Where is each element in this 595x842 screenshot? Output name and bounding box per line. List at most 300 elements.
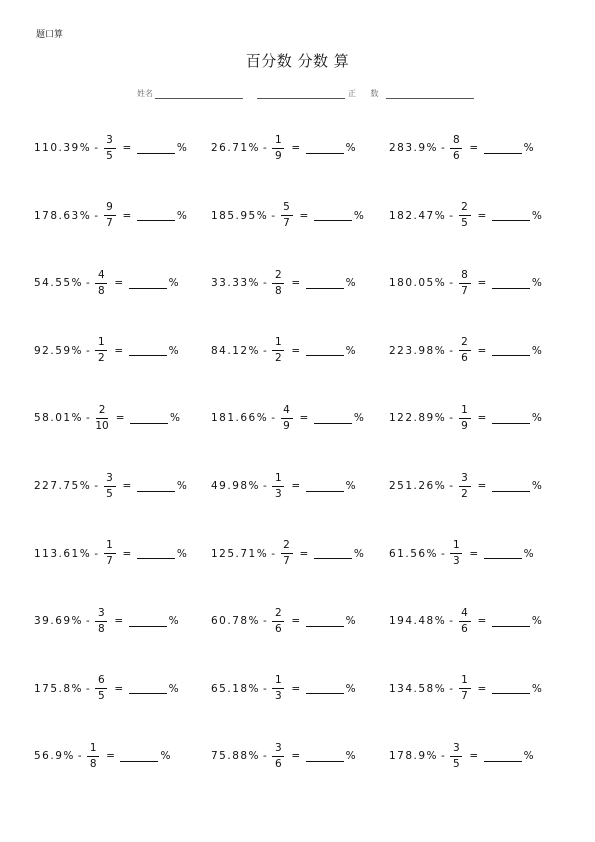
fraction (272, 269, 284, 298)
fraction-bar (459, 215, 471, 216)
fraction-bar (96, 418, 108, 419)
equals-sign: = (299, 209, 310, 222)
percent-unit: % (531, 615, 544, 628)
fraction-bar (272, 688, 284, 689)
answer-blank[interactable] (129, 345, 167, 356)
fraction-numerator: 2 (275, 268, 282, 281)
fraction-denominator: 7 (461, 284, 468, 297)
percent-value: 113.61% (34, 547, 92, 560)
fraction-denominator: 6 (275, 757, 282, 770)
name-field (137, 88, 243, 99)
problem-item (34, 466, 188, 506)
fraction-bar (95, 621, 107, 622)
minus-sign: - (263, 142, 269, 154)
minus-sign: - (449, 344, 455, 357)
fraction-numerator: 1 (461, 403, 468, 416)
fraction-denominator: 2 (275, 352, 282, 365)
fraction (87, 742, 99, 771)
fraction-denominator: 2 (461, 487, 468, 500)
equals-sign: = (469, 750, 480, 763)
percent-value: 84.12% (211, 344, 261, 357)
equals-sign: = (106, 750, 117, 763)
fraction (459, 472, 471, 501)
answer-blank[interactable] (306, 143, 344, 154)
percent-unit: % (176, 142, 189, 154)
fraction (95, 336, 107, 365)
answer-blank[interactable] (484, 143, 522, 154)
problem-item (389, 534, 535, 574)
fraction (272, 674, 284, 703)
problem-item (389, 263, 543, 303)
minus-sign: - (271, 209, 277, 222)
percent-unit: % (345, 750, 358, 763)
minus-sign: - (86, 615, 92, 628)
minus-sign: - (94, 547, 100, 560)
fraction-denominator: 3 (275, 487, 282, 500)
fraction-numerator: 2 (461, 201, 468, 214)
fraction-denominator: 7 (283, 555, 290, 568)
equals-sign: = (122, 209, 133, 222)
fraction (450, 134, 462, 163)
fraction-bar (459, 486, 471, 487)
score-field (257, 88, 474, 99)
answer-blank[interactable] (129, 683, 167, 694)
percent-value: 185.95% (211, 209, 269, 222)
fraction-denominator: 7 (461, 690, 468, 703)
fraction (459, 404, 471, 433)
percent-value: 227.75% (34, 480, 92, 492)
fraction-bar (104, 148, 116, 149)
answer-blank[interactable] (484, 548, 522, 559)
fraction-denominator: 9 (461, 419, 468, 432)
fraction (450, 742, 462, 771)
minus-sign: - (263, 480, 269, 492)
fraction (281, 201, 293, 230)
percent-unit: % (353, 209, 366, 222)
problem-item (211, 398, 365, 438)
percent-value: 26.71% (211, 142, 261, 154)
minus-sign: - (263, 277, 269, 290)
minus-sign: - (86, 344, 92, 357)
fraction-denominator: 8 (89, 757, 97, 770)
minus-sign: - (263, 682, 269, 695)
percent-unit: % (523, 142, 536, 154)
problem-item (34, 128, 188, 168)
percent-value: 61.56% (389, 547, 439, 560)
percent-unit: % (345, 344, 358, 357)
answer-blank[interactable] (492, 616, 530, 627)
equals-sign: = (477, 209, 488, 222)
percent-unit: % (531, 412, 544, 425)
percent-value: 39.69% (34, 615, 84, 628)
fraction-bar (272, 621, 284, 622)
fraction-denominator: 8 (98, 622, 105, 635)
fraction-numerator: 4 (461, 606, 468, 619)
minus-sign: - (86, 277, 92, 290)
fraction (459, 201, 471, 230)
fraction-numerator: 6 (98, 674, 105, 687)
fraction (272, 742, 284, 771)
percent-unit: % (353, 547, 366, 560)
percent-value: 178.63% (34, 209, 92, 222)
answer-blank[interactable] (306, 751, 344, 762)
equals-sign: = (114, 682, 125, 695)
answer-blank[interactable] (492, 278, 530, 289)
answer-blank[interactable] (306, 616, 344, 627)
answer-blank[interactable] (314, 548, 352, 559)
percent-value: 134.58% (389, 682, 447, 695)
percent-unit: % (531, 209, 544, 222)
score-pre-line (257, 89, 345, 99)
percent-unit: % (176, 547, 189, 560)
fraction-numerator: 5 (283, 201, 290, 214)
percent-unit: % (168, 344, 181, 357)
percent-value: 223.98% (389, 344, 447, 357)
problem-item (34, 398, 182, 438)
fraction-denominator: 5 (106, 149, 113, 162)
equals-sign: = (299, 412, 310, 425)
equals-sign: = (114, 615, 125, 628)
minus-sign: - (441, 547, 447, 560)
fraction (459, 336, 471, 365)
page-title: 百分数 分数 算 (245, 52, 350, 70)
fraction-bar (87, 756, 99, 757)
percent-unit: % (531, 344, 544, 357)
answer-blank[interactable] (306, 345, 344, 356)
fraction (95, 607, 107, 636)
equals-sign: = (114, 344, 125, 357)
problem-item (389, 736, 535, 776)
minus-sign: - (449, 277, 455, 290)
minus-sign: - (94, 142, 100, 154)
minus-sign: - (94, 209, 100, 222)
fraction-numerator: 1 (275, 133, 282, 146)
fraction-bar (104, 486, 116, 487)
fraction-numerator: 4 (98, 268, 105, 281)
fraction-bar (281, 418, 293, 419)
problem-item (211, 534, 365, 574)
fraction-numerator: 1 (275, 674, 282, 687)
percent-unit: % (345, 480, 358, 492)
percent-value: 54.55% (34, 277, 84, 290)
equals-sign: = (477, 277, 488, 290)
fraction-denominator: 8 (98, 284, 105, 297)
name-label: 姓名 (137, 89, 153, 98)
fraction-denominator: 6 (275, 622, 282, 635)
answer-blank[interactable] (137, 210, 175, 221)
fraction-bar (272, 756, 284, 757)
fraction-denominator: 3 (275, 690, 282, 703)
fraction-numerator: 1 (275, 471, 282, 484)
answer-blank[interactable] (306, 683, 344, 694)
equals-sign: = (469, 142, 480, 154)
equals-sign: = (291, 480, 302, 492)
fraction-bar (104, 553, 116, 554)
problem-item (211, 736, 357, 776)
fraction-bar (95, 688, 107, 689)
percent-value: 181.66% (211, 412, 269, 425)
problem-item (211, 263, 357, 303)
fraction-bar (450, 553, 462, 554)
minus-sign: - (449, 480, 455, 492)
fraction-numerator: 3 (275, 741, 282, 754)
percent-unit: % (176, 209, 189, 222)
fraction-numerator: 1 (453, 539, 460, 552)
fraction-denominator: 6 (453, 149, 460, 162)
percent-unit: % (531, 480, 544, 492)
minus-sign: - (441, 142, 447, 154)
problem-item (211, 669, 357, 709)
fraction-bar (459, 688, 471, 689)
equals-sign: = (291, 750, 302, 763)
fraction-numerator: 2 (275, 606, 282, 619)
minus-sign: - (86, 682, 92, 695)
problem-item (389, 669, 543, 709)
answer-blank[interactable] (130, 413, 168, 424)
fraction-numerator: 3 (106, 133, 113, 146)
percent-unit: % (160, 750, 172, 763)
percent-value: 56.9% (34, 750, 75, 763)
fraction-denominator: 5 (453, 757, 460, 770)
equals-sign: = (291, 615, 302, 628)
answer-blank[interactable] (120, 751, 158, 762)
percent-value: 75.88% (211, 750, 261, 763)
percent-value: 180.05% (389, 277, 447, 290)
minus-sign: - (94, 480, 100, 492)
fraction (95, 674, 107, 703)
problem-item (34, 736, 172, 776)
fraction-bar (95, 350, 107, 351)
fraction (272, 134, 284, 163)
fraction-denominator: 5 (98, 690, 105, 703)
percent-value: 125.71% (211, 547, 269, 560)
fraction-denominator: 9 (283, 419, 290, 432)
equals-sign: = (122, 142, 133, 154)
minus-sign: - (263, 344, 269, 357)
fraction-numerator: 3 (106, 471, 113, 484)
corner-tag: 题口算 (36, 30, 64, 40)
fraction-bar (450, 756, 462, 757)
percent-unit: % (523, 750, 536, 763)
answer-blank[interactable] (129, 616, 167, 627)
fraction (459, 674, 471, 703)
problem-item (389, 466, 543, 506)
fraction-numerator: 1 (98, 336, 105, 349)
fraction-bar (104, 215, 116, 216)
equals-sign: = (122, 547, 133, 560)
problem-item (389, 196, 543, 236)
percent-unit: % (170, 412, 182, 425)
fraction-denominator: 7 (106, 217, 113, 230)
fraction-denominator: 5 (461, 217, 468, 230)
fraction-numerator: 4 (283, 403, 290, 416)
minus-sign: - (263, 750, 269, 763)
answer-blank[interactable] (137, 481, 175, 492)
fraction (459, 607, 471, 636)
fraction (281, 404, 293, 433)
fraction-numerator: 1 (461, 674, 468, 687)
equals-sign: = (291, 142, 302, 154)
equals-sign: = (291, 277, 302, 290)
percent-unit: % (345, 277, 358, 290)
answer-blank[interactable] (137, 548, 175, 559)
fraction-denominator: 8 (275, 284, 282, 297)
equals-sign: = (291, 344, 302, 357)
fraction-bar (272, 486, 284, 487)
score-line (386, 89, 474, 99)
fraction (450, 539, 462, 568)
fraction (459, 269, 471, 298)
answer-blank[interactable] (492, 683, 530, 694)
answer-blank[interactable] (137, 143, 175, 154)
fraction (104, 472, 116, 501)
equals-sign: = (469, 547, 480, 560)
fraction-bar (450, 148, 462, 149)
problem-item (34, 534, 188, 574)
minus-sign: - (449, 615, 455, 628)
percent-value: 33.33% (211, 277, 261, 290)
problem-item (34, 331, 180, 371)
percent-value: 175.8% (34, 682, 84, 695)
fraction-bar (459, 283, 471, 284)
fraction-denominator: 9 (275, 149, 282, 162)
problem-item (34, 601, 180, 641)
problem-item (34, 263, 180, 303)
fraction (272, 607, 284, 636)
problem-item (389, 128, 535, 168)
minus-sign: - (86, 412, 92, 425)
fraction-denominator: 7 (283, 217, 290, 230)
problem-item (389, 601, 543, 641)
problem-item (211, 128, 357, 168)
problem-item (389, 398, 543, 438)
answer-blank[interactable] (314, 413, 352, 424)
fraction-bar (459, 350, 471, 351)
minus-sign: - (271, 412, 277, 425)
minus-sign: - (441, 750, 447, 763)
answer-blank[interactable] (492, 481, 530, 492)
fraction-bar (95, 283, 107, 284)
fraction-numerator: 3 (98, 606, 105, 619)
equals-sign: = (291, 682, 302, 695)
answer-blank[interactable] (492, 345, 530, 356)
fraction-denominator: 5 (106, 487, 113, 500)
fraction-bar (281, 215, 293, 216)
fraction-numerator: 1 (275, 336, 282, 349)
problem-item (389, 331, 543, 371)
fraction-denominator: 6 (461, 622, 468, 635)
fraction-numerator: 8 (461, 268, 468, 281)
fraction-bar (272, 283, 284, 284)
equals-sign: = (114, 277, 125, 290)
percent-value: 178.9% (389, 750, 439, 763)
answer-blank[interactable] (306, 481, 344, 492)
fraction-denominator: 2 (98, 352, 105, 365)
score-label: 正 数 (348, 89, 385, 98)
equals-sign: = (477, 480, 488, 492)
fraction (272, 472, 284, 501)
percent-value: 182.47% (389, 209, 447, 222)
equals-sign: = (299, 547, 310, 560)
problem-item (211, 601, 357, 641)
minus-sign: - (449, 682, 455, 695)
percent-value: 60.78% (211, 615, 261, 628)
percent-unit: % (168, 277, 181, 290)
percent-value: 251.26% (389, 480, 447, 492)
problem-item (211, 196, 365, 236)
equals-sign: = (477, 412, 488, 425)
percent-unit: % (523, 547, 536, 560)
percent-unit: % (176, 480, 189, 492)
fraction-bar (272, 148, 284, 149)
fraction (281, 539, 293, 568)
minus-sign: - (77, 750, 84, 763)
percent-value: 49.98% (211, 480, 261, 492)
percent-value: 122.89% (389, 412, 447, 425)
fraction (95, 404, 108, 433)
fraction-numerator: 2 (461, 336, 468, 349)
answer-blank[interactable] (129, 278, 167, 289)
fraction-denominator: 10 (95, 419, 109, 432)
problem-item (211, 331, 357, 371)
percent-unit: % (353, 412, 366, 425)
answer-blank[interactable] (306, 278, 344, 289)
fraction-numerator: 1 (89, 741, 97, 754)
fraction-numerator: 8 (453, 133, 460, 146)
percent-unit: % (345, 682, 358, 695)
equals-sign: = (477, 344, 488, 357)
percent-value: 110.39% (34, 142, 92, 154)
equals-sign: = (122, 480, 133, 492)
percent-unit: % (168, 682, 181, 695)
fraction-numerator: 2 (283, 539, 290, 552)
fraction-denominator: 7 (106, 555, 113, 568)
minus-sign: - (271, 547, 277, 560)
answer-blank[interactable] (492, 413, 530, 424)
fraction-numerator: 9 (106, 201, 113, 214)
equals-sign: = (477, 615, 488, 628)
percent-value: 92.59% (34, 344, 84, 357)
answer-blank[interactable] (484, 751, 522, 762)
fraction (104, 539, 116, 568)
fraction (272, 336, 284, 365)
percent-unit: % (531, 682, 544, 695)
percent-value: 65.18% (211, 682, 261, 695)
problem-item (34, 196, 188, 236)
fraction-bar (272, 350, 284, 351)
answer-blank[interactable] (314, 210, 352, 221)
answer-blank[interactable] (492, 210, 530, 221)
equals-sign: = (115, 412, 127, 425)
fraction-bar (459, 418, 471, 419)
fraction-bar (459, 621, 471, 622)
fraction-denominator: 6 (461, 352, 468, 365)
fraction (95, 269, 107, 298)
problem-item (211, 466, 357, 506)
percent-unit: % (168, 615, 181, 628)
percent-value: 194.48% (389, 615, 447, 628)
minus-sign: - (449, 412, 455, 425)
percent-unit: % (345, 142, 358, 154)
percent-unit: % (345, 615, 358, 628)
name-line (155, 89, 243, 99)
fraction (104, 201, 116, 230)
equals-sign: = (477, 682, 488, 695)
fraction-numerator: 3 (453, 741, 460, 754)
fraction-numerator: 2 (98, 403, 106, 416)
percent-value: 58.01% (34, 412, 84, 425)
fraction-numerator: 1 (106, 539, 113, 552)
